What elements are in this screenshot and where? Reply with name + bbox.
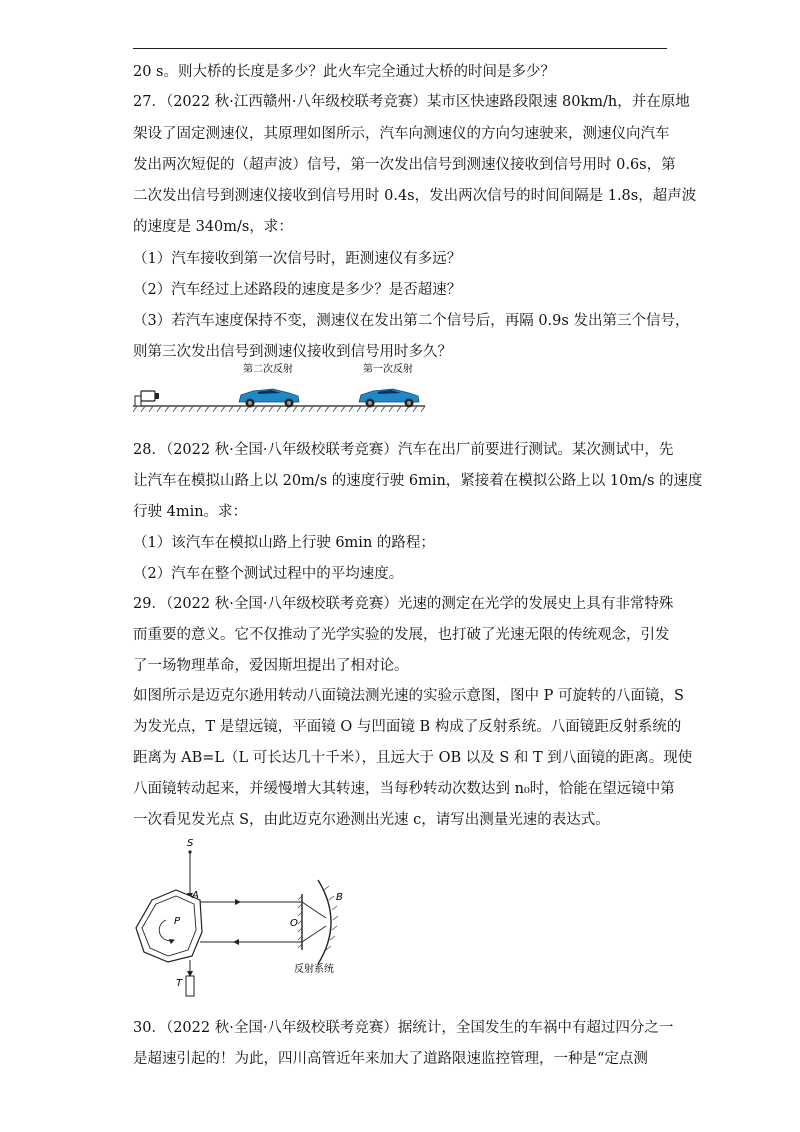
q29-line-6: 距离为 AB=L（L 可长达几十千米），且远大于 OB 以及 S 和 T 到八面镜的距离。现使 xyxy=(133,750,693,766)
q29-line-3: 了一场物理革命，爱因斯坦提出了相对论。 xyxy=(133,658,409,674)
q27-line-5: 的速度是 340m/s，求： xyxy=(133,219,293,235)
car-icon xyxy=(359,389,419,408)
speed-camera-icon xyxy=(135,391,159,406)
q27-line-1: 27．（2022 秋·江西赣州·八年级校联考竞赛）某市区快速路段限速 80km/h，并在原地 xyxy=(133,94,690,110)
q29-line-1: 29．（2022 秋·全国·八年级校联考竞赛）光速的测定在光学的发展史上具有非常特殊 xyxy=(133,596,674,612)
q27-item-1: （1）汽车接收到第一次信号时，距测速仪有多远？ xyxy=(133,251,462,267)
ray-from-B xyxy=(302,926,326,942)
telescope-icon xyxy=(186,976,194,996)
q28-line-1: 28．（2022 秋·全国·八年级校联考竞赛）汽车在出厂前要进行测试。某次测试中，先 xyxy=(133,442,674,458)
q30-line-2: 是超速引起的！为此，四川高管近年来加大了道路限速监控管理，一种是“定点测 xyxy=(133,1051,648,1067)
q26-tail: 20 s。则大桥的长度是多少？此火车完全通过大桥的时间是多少？ xyxy=(133,64,555,80)
q29-line-8: 一次看见发光点 S，由此迈克尔逊测出光速 c，请写出测量光速的表达式。 xyxy=(133,812,610,828)
q27-line-4: 二次发出信号到测速仪接收到信号用时 0.4s，发出两次信号的时间间隔是 1.8s，超声波 xyxy=(133,188,697,204)
car-icon xyxy=(239,389,299,408)
q30-line-1: 30．（2022 秋·全国·八年级校联考竞赛）据统计，全国发生的车祸中有超过四分之一 xyxy=(133,1020,674,1036)
q29-line-4: 如图所示是迈克尔逊用转动八面镜法测光速的实验示意图，图中 P 可旋转的八面镜，S xyxy=(133,688,684,704)
q27-line-3: 发出两次短促的（超声波）信号，第一次发出信号到测速仪接收到信号用时 0.6s，第 xyxy=(133,157,676,173)
header-rule xyxy=(133,48,667,49)
label-A: A xyxy=(192,890,199,901)
q29-line-2: 而重要的意义。它不仅推动了光学实验的发展，也打破了光速无限的传统观念，引发 xyxy=(133,627,670,643)
q27-line-2: 架设了固定测速仪，其原理如图所示，汽车向测速仪的方向匀速驶来，测速仪向汽车 xyxy=(133,126,670,142)
q28-item-2: （2）汽车在整个测试过程中的平均速度。 xyxy=(133,566,404,582)
label-T: T xyxy=(176,978,183,989)
q27-item-3-cont: 则第三次发出信号到测速仪接收到信号用时多久？ xyxy=(133,344,452,360)
label-B: B xyxy=(336,892,343,903)
q29-line-7: 八面镜转动起来，并缓慢增大其转速，当每秒转动次数达到 n₀时，恰能在望远镜中第 xyxy=(133,781,675,797)
label-S: S xyxy=(187,838,194,849)
reflection-system-caption: 反射系统 xyxy=(294,964,334,975)
q28-line-2: 让汽车在模拟山路上以 20m/s 的速度行驶 6min，紧接着在模拟公路上以 10m/s 的速度 xyxy=(133,473,703,489)
q29-line-5: 为发光点，T 是望远镜，平面镜 O 与凹面镜 B 构成了反射系统。八面镜距反射系统的 xyxy=(133,719,682,735)
rotating-mirror-figure xyxy=(130,832,360,1000)
concave-mirror-B xyxy=(318,880,331,964)
q28-item-1: （1）该汽车在模拟山路上行驶 6min 的路程； xyxy=(133,535,435,551)
speed-camera-figure xyxy=(133,360,433,416)
ground-hatching xyxy=(133,406,425,412)
label-O: O xyxy=(290,918,298,929)
label-second-reflection: 第二次反射 xyxy=(243,364,293,375)
label-first-reflection: 第一次反射 xyxy=(363,364,413,375)
ray-to-B xyxy=(302,902,326,918)
q27-item-2: （2）汽车经过上述路段的速度是多少？是否超速？ xyxy=(133,282,462,298)
q28-line-3: 行驶 4min。求： xyxy=(133,504,248,520)
label-P: P xyxy=(174,916,181,927)
q27-item-3: （3）若汽车速度保持不变，测速仪在发出第二个信号后，再隔 0.9s 发出第三个信号， xyxy=(133,313,690,329)
